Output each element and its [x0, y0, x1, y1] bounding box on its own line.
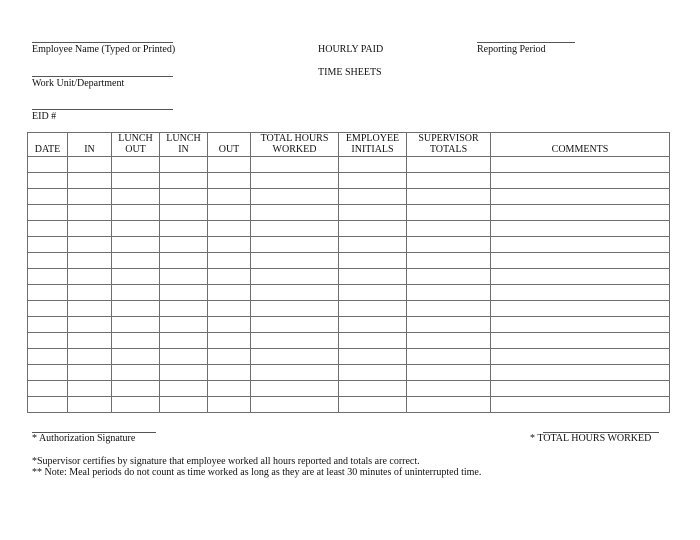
cell-date[interactable] — [28, 317, 68, 333]
cell-worked[interactable] — [251, 173, 339, 189]
cell-in[interactable] — [160, 349, 208, 365]
cell-in[interactable] — [68, 381, 112, 397]
cell-in[interactable] — [160, 157, 208, 173]
cell-comments[interactable] — [491, 349, 670, 365]
cell-out[interactable] — [112, 221, 160, 237]
cell-initials[interactable] — [339, 349, 407, 365]
cell-comments[interactable] — [491, 253, 670, 269]
cell-out[interactable] — [208, 189, 251, 205]
cell-comments[interactable] — [491, 365, 670, 381]
cell-initials[interactable] — [339, 301, 407, 317]
cell-initials[interactable] — [339, 381, 407, 397]
table-row — [28, 365, 670, 381]
column-header-line2: OUT — [218, 144, 240, 155]
column-header-line1 — [491, 133, 669, 144]
cell-in[interactable] — [160, 221, 208, 237]
cell-initials[interactable] — [339, 253, 407, 269]
cell-out[interactable] — [208, 285, 251, 301]
column-header-line2: TOTALS — [429, 144, 468, 155]
cell-comments[interactable] — [491, 157, 670, 173]
cell-in[interactable] — [160, 285, 208, 301]
cell-totals[interactable] — [407, 253, 491, 269]
cell-out[interactable] — [208, 173, 251, 189]
cell-worked[interactable] — [251, 397, 339, 413]
cell-out[interactable] — [112, 205, 160, 221]
cell-comments[interactable] — [491, 205, 670, 221]
column-header-line2: INITIALS — [351, 144, 394, 155]
cell-worked[interactable] — [251, 269, 339, 285]
cell-in[interactable] — [160, 317, 208, 333]
cell-initials[interactable] — [339, 333, 407, 349]
cell-totals[interactable] — [407, 381, 491, 397]
cell-out[interactable] — [112, 333, 160, 349]
table-header-row — [28, 133, 670, 157]
column-header-out — [208, 133, 251, 157]
authorization-signature-label: * Authorization Signature — [32, 433, 136, 444]
cell-worked[interactable] — [251, 157, 339, 173]
cell-initials[interactable] — [339, 237, 407, 253]
cell-worked[interactable] — [251, 237, 339, 253]
cell-totals[interactable] — [407, 157, 491, 173]
work-unit-line[interactable] — [32, 76, 173, 77]
table-row — [28, 221, 670, 237]
cell-out[interactable] — [112, 157, 160, 173]
cell-in[interactable] — [160, 397, 208, 413]
column-header-totals — [407, 133, 491, 157]
form-title-line1: HOURLY PAID — [318, 44, 384, 55]
cell-date[interactable] — [28, 301, 68, 317]
cell-worked[interactable] — [251, 253, 339, 269]
cell-initials[interactable] — [339, 317, 407, 333]
cell-comments[interactable] — [491, 189, 670, 205]
cell-worked[interactable] — [251, 333, 339, 349]
eid-line[interactable] — [32, 109, 173, 110]
column-header-line1: TOTAL HOURS — [260, 133, 329, 144]
table-row — [28, 237, 670, 253]
table-row — [28, 349, 670, 365]
table-row — [28, 189, 670, 205]
cell-out[interactable] — [208, 333, 251, 349]
column-header-out — [112, 133, 160, 157]
cell-in[interactable] — [160, 301, 208, 317]
cell-totals[interactable] — [407, 269, 491, 285]
cell-in[interactable] — [68, 205, 112, 221]
cell-comments[interactable] — [491, 381, 670, 397]
cell-in[interactable] — [160, 269, 208, 285]
cell-comments[interactable] — [491, 333, 670, 349]
cell-initials[interactable] — [339, 285, 407, 301]
cell-totals[interactable] — [407, 285, 491, 301]
column-header-worked — [251, 133, 339, 157]
cell-date[interactable] — [28, 381, 68, 397]
cell-initials[interactable] — [339, 397, 407, 413]
cell-totals[interactable] — [407, 349, 491, 365]
employee-name-line[interactable] — [32, 42, 173, 43]
cell-worked[interactable] — [251, 221, 339, 237]
cell-initials[interactable] — [339, 157, 407, 173]
cell-in[interactable] — [68, 333, 112, 349]
total-hours-label: * TOTAL HOURS WORKED — [530, 433, 652, 444]
column-header-line1 — [208, 133, 250, 144]
meal-period-note: ** Note: Meal periods do not count as time worked as long as they are at least 30 minutes of uninterrupted time. — [32, 467, 482, 478]
cell-date[interactable] — [28, 189, 68, 205]
column-header-line2: OUT — [125, 144, 146, 155]
cell-date[interactable] — [28, 157, 68, 173]
cell-worked[interactable] — [251, 349, 339, 365]
cell-date[interactable] — [28, 365, 68, 381]
table-row — [28, 253, 670, 269]
cell-totals[interactable] — [407, 317, 491, 333]
cell-date[interactable] — [28, 237, 68, 253]
cell-out[interactable] — [112, 253, 160, 269]
column-header-comments — [491, 133, 670, 157]
reporting-period-label: Reporting Period — [477, 44, 546, 55]
cell-totals[interactable] — [407, 205, 491, 221]
cell-out[interactable] — [112, 189, 160, 205]
cell-out[interactable] — [208, 157, 251, 173]
column-header-line1 — [28, 133, 67, 144]
column-header-line1: LUNCH — [118, 133, 153, 144]
column-header-line2: DATE — [34, 144, 61, 155]
cell-out[interactable] — [112, 173, 160, 189]
cell-out[interactable] — [208, 269, 251, 285]
cell-in[interactable] — [160, 189, 208, 205]
column-header-initials — [339, 133, 407, 157]
column-header-line1 — [68, 133, 111, 144]
cell-out[interactable] — [208, 381, 251, 397]
supervisor-certification-note: *Supervisor certifies by signature that employee worked all hours reported and totals are correct. — [32, 456, 420, 467]
table-row — [28, 301, 670, 317]
cell-totals[interactable] — [407, 221, 491, 237]
cell-totals[interactable] — [407, 397, 491, 413]
table-row — [28, 285, 670, 301]
cell-worked[interactable] — [251, 317, 339, 333]
cell-out[interactable] — [208, 205, 251, 221]
cell-comments[interactable] — [491, 269, 670, 285]
cell-in[interactable] — [68, 221, 112, 237]
cell-date[interactable] — [28, 397, 68, 413]
cell-totals[interactable] — [407, 237, 491, 253]
cell-in[interactable] — [68, 173, 112, 189]
cell-worked[interactable] — [251, 365, 339, 381]
cell-in[interactable] — [160, 381, 208, 397]
cell-initials[interactable] — [339, 189, 407, 205]
table-row — [28, 173, 670, 189]
cell-in[interactable] — [160, 365, 208, 381]
cell-out[interactable] — [112, 317, 160, 333]
employee-name-label: Employee Name (Typed or Printed) — [32, 44, 176, 55]
cell-in[interactable] — [68, 157, 112, 173]
cell-date[interactable] — [28, 221, 68, 237]
cell-totals[interactable] — [407, 365, 491, 381]
cell-worked[interactable] — [251, 285, 339, 301]
cell-in[interactable] — [68, 317, 112, 333]
cell-totals[interactable] — [407, 333, 491, 349]
cell-out[interactable] — [112, 269, 160, 285]
column-header-line1: SUPERVISOR — [418, 133, 479, 144]
cell-worked[interactable] — [251, 189, 339, 205]
cell-out[interactable] — [112, 349, 160, 365]
reporting-period-line[interactable] — [477, 42, 575, 43]
cell-initials[interactable] — [339, 221, 407, 237]
cell-date[interactable] — [28, 285, 68, 301]
table-row — [28, 333, 670, 349]
form-title-line2: TIME SHEETS — [318, 67, 382, 78]
cell-in[interactable] — [68, 285, 112, 301]
cell-date[interactable] — [28, 349, 68, 365]
cell-out[interactable] — [208, 317, 251, 333]
cell-initials[interactable] — [339, 269, 407, 285]
cell-out[interactable] — [112, 397, 160, 413]
table-row — [28, 269, 670, 285]
cell-comments[interactable] — [491, 301, 670, 317]
cell-initials[interactable] — [339, 205, 407, 221]
cell-comments[interactable] — [491, 317, 670, 333]
cell-in[interactable] — [68, 189, 112, 205]
table-row — [28, 205, 670, 221]
column-header-date — [28, 133, 68, 157]
cell-out[interactable] — [112, 381, 160, 397]
table-row — [28, 157, 670, 173]
cell-out[interactable] — [112, 365, 160, 381]
cell-in[interactable] — [68, 269, 112, 285]
cell-date[interactable] — [28, 333, 68, 349]
cell-totals[interactable] — [407, 301, 491, 317]
cell-in[interactable] — [68, 365, 112, 381]
cell-date[interactable] — [28, 205, 68, 221]
column-header-line2: IN — [178, 144, 189, 155]
column-header-in — [160, 133, 208, 157]
cell-out[interactable] — [112, 237, 160, 253]
cell-out[interactable] — [112, 285, 160, 301]
cell-out[interactable] — [208, 349, 251, 365]
cell-out[interactable] — [208, 397, 251, 413]
cell-worked[interactable] — [251, 205, 339, 221]
cell-date[interactable] — [28, 269, 68, 285]
cell-in[interactable] — [160, 333, 208, 349]
cell-totals[interactable] — [407, 189, 491, 205]
cell-date[interactable] — [28, 173, 68, 189]
cell-worked[interactable] — [251, 301, 339, 317]
timesheet-table — [27, 132, 670, 413]
timesheet-body — [28, 157, 670, 413]
table-row — [28, 317, 670, 333]
cell-date[interactable] — [28, 253, 68, 269]
cell-comments[interactable] — [491, 285, 670, 301]
work-unit-label: Work Unit/Department — [32, 78, 125, 89]
cell-in[interactable] — [68, 397, 112, 413]
cell-out[interactable] — [208, 221, 251, 237]
cell-in[interactable] — [68, 301, 112, 317]
cell-initials[interactable] — [339, 173, 407, 189]
cell-in[interactable] — [68, 237, 112, 253]
cell-in[interactable] — [160, 205, 208, 221]
column-header-line2: WORKED — [272, 144, 317, 155]
cell-in[interactable] — [68, 253, 112, 269]
cell-out[interactable] — [208, 237, 251, 253]
cell-out[interactable] — [208, 253, 251, 269]
cell-comments[interactable] — [491, 173, 670, 189]
column-header-line2: COMMENTS — [551, 144, 609, 155]
column-header-line2: IN — [84, 144, 95, 155]
cell-initials[interactable] — [339, 365, 407, 381]
cell-out[interactable] — [208, 365, 251, 381]
cell-totals[interactable] — [407, 173, 491, 189]
cell-out[interactable] — [208, 301, 251, 317]
cell-in[interactable] — [68, 349, 112, 365]
cell-in[interactable] — [160, 237, 208, 253]
table-row — [28, 397, 670, 413]
column-header-in — [68, 133, 112, 157]
cell-worked[interactable] — [251, 381, 339, 397]
table-row — [28, 381, 670, 397]
cell-out[interactable] — [112, 301, 160, 317]
column-header-line1: LUNCH — [166, 133, 201, 144]
column-header-line1: EMPLOYEE — [345, 133, 400, 144]
cell-comments[interactable] — [491, 397, 670, 413]
cell-comments[interactable] — [491, 237, 670, 253]
cell-comments[interactable] — [491, 221, 670, 237]
cell-in[interactable] — [160, 173, 208, 189]
cell-in[interactable] — [160, 253, 208, 269]
eid-label: EID # — [32, 111, 57, 122]
